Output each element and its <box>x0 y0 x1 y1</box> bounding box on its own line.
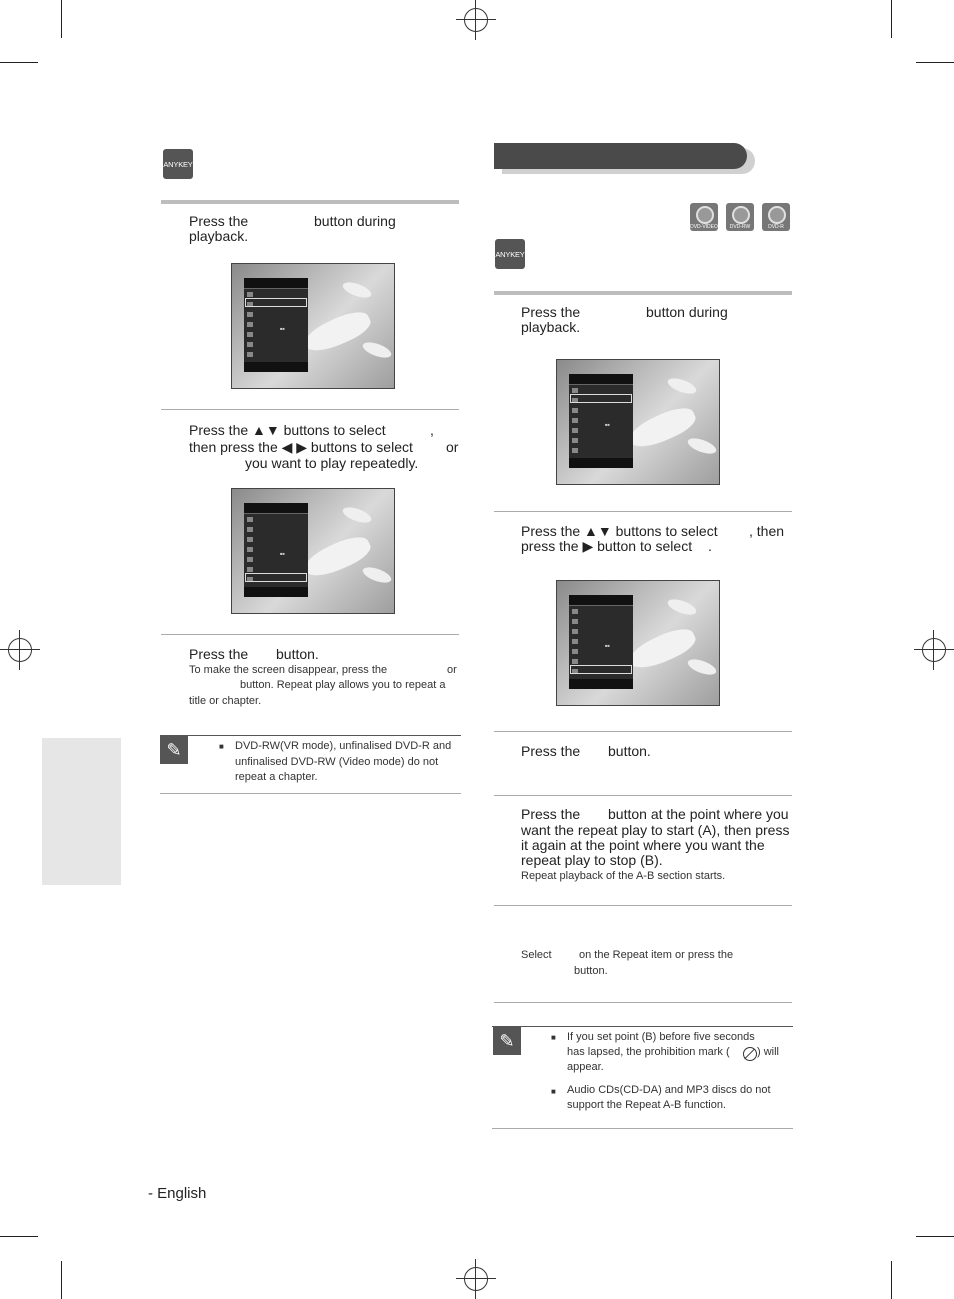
note-bottom-rule <box>160 793 461 794</box>
note-icon: ✎ <box>160 736 188 764</box>
right-step3-b: button. <box>608 743 651 759</box>
prohibition-icon <box>743 1047 757 1061</box>
divider <box>494 795 792 796</box>
right-step4-b: button at the point where you <box>608 806 789 822</box>
divider <box>494 511 792 512</box>
right-step3-a: Press the <box>521 743 581 759</box>
osd-screenshot-right-1: ■■ <box>556 359 720 485</box>
right-step2-b: press the ▶ button to select <box>521 538 693 554</box>
note-bottom-rule <box>492 1128 793 1129</box>
section-header-bar <box>494 143 747 169</box>
osd-screenshot-left-1: ■■ <box>231 263 395 389</box>
bullet-icon: ■ <box>551 1087 556 1096</box>
left-step3-a: Press the <box>189 646 249 662</box>
left-step3-b: button. <box>276 646 319 662</box>
right-step1-c: playback. <box>521 319 581 335</box>
right-step4-c: want the repeat play to start (A), then press <box>521 822 790 838</box>
right-step4-d: it again at the point where you want the <box>521 837 765 853</box>
cancel-text-a: Select <box>521 949 552 961</box>
right-note-2-b: support the Repeat A-B function. <box>567 1099 726 1111</box>
divider <box>161 409 459 410</box>
registration-mark-bottom <box>456 1259 496 1299</box>
divider <box>494 1002 792 1003</box>
osd-screenshot-left-2: ■■ <box>231 488 395 614</box>
registration-mark-right <box>914 630 954 670</box>
cancel-text-c: button. <box>574 965 608 977</box>
bullet-icon: ■ <box>219 742 224 751</box>
cancel-text-b: on the Repeat item or press the <box>579 949 734 961</box>
right-note-1-b: has lapsed, the prohibition mark ( <box>567 1046 730 1058</box>
right-step4-e: repeat play to stop (B). <box>521 852 663 868</box>
anykey-icon: ANYKEY <box>163 149 193 179</box>
anykey-icon: ANYKEY <box>495 239 525 269</box>
left-step3-note-or: or <box>447 664 457 676</box>
left-step3-note-a: To make the screen disappear, press the <box>189 664 388 676</box>
left-step2-b: then press the ◀ ▶ buttons to select <box>189 439 413 455</box>
right-step1-b: button during <box>646 304 728 320</box>
dvd-rw-icon: DVD-RW <box>726 203 754 231</box>
right-step1-a: Press the <box>521 304 581 320</box>
right-note-1-a: If you set point (B) before five seconds <box>567 1031 755 1043</box>
dvd-video-icon: DVD-VIDEO <box>690 203 718 231</box>
left-step2-c: you want to play repeatedly. <box>245 455 419 471</box>
left-step2-or: or <box>446 439 459 455</box>
right-note-2-a: Audio CDs(CD-DA) and MP3 discs do not <box>567 1084 771 1096</box>
section-tab <box>42 738 121 885</box>
divider <box>494 731 792 732</box>
dvd-r-icon: DVD-R <box>762 203 790 231</box>
right-note-1-c: ) will <box>757 1046 779 1058</box>
note-icon: ✎ <box>493 1027 521 1055</box>
osd-screenshot-right-2: ■■ <box>556 580 720 706</box>
section-divider <box>161 200 459 204</box>
note-top-rule <box>160 735 461 736</box>
divider <box>494 905 792 906</box>
left-step3-note-c: title or chapter. <box>189 695 262 707</box>
section-divider <box>494 291 792 295</box>
divider <box>161 634 459 635</box>
right-step2-then: , then <box>749 523 785 539</box>
registration-mark-left <box>0 630 40 670</box>
left-step1-a: Press the <box>189 213 249 229</box>
right-note-1-d: appear. <box>567 1061 604 1073</box>
page-label: - English <box>148 1185 207 1202</box>
bullet-icon: ■ <box>551 1033 556 1042</box>
right-step2-dot: . <box>708 538 712 554</box>
left-step1-b: button during <box>314 213 396 229</box>
left-note-1: DVD-RW(VR mode), unfinalised DVD-R and unfinalised DVD-RW (Video mode) do not repeat a chapter. <box>235 740 452 783</box>
left-step3-note-b: button. Repeat play allows you to repeat a <box>240 679 446 691</box>
left-step2-a: Press the ▲▼ buttons to select <box>189 422 386 438</box>
right-step4-note: Repeat playback of the A-B section starts. <box>521 870 726 882</box>
left-step1-c: playback. <box>189 228 249 244</box>
right-step2-a: Press the ▲▼ buttons to select <box>521 523 718 539</box>
right-step4-a: Press the <box>521 806 581 822</box>
note-top-rule <box>492 1026 793 1027</box>
registration-mark-top <box>456 0 496 40</box>
left-step2-comma: , <box>430 422 434 438</box>
